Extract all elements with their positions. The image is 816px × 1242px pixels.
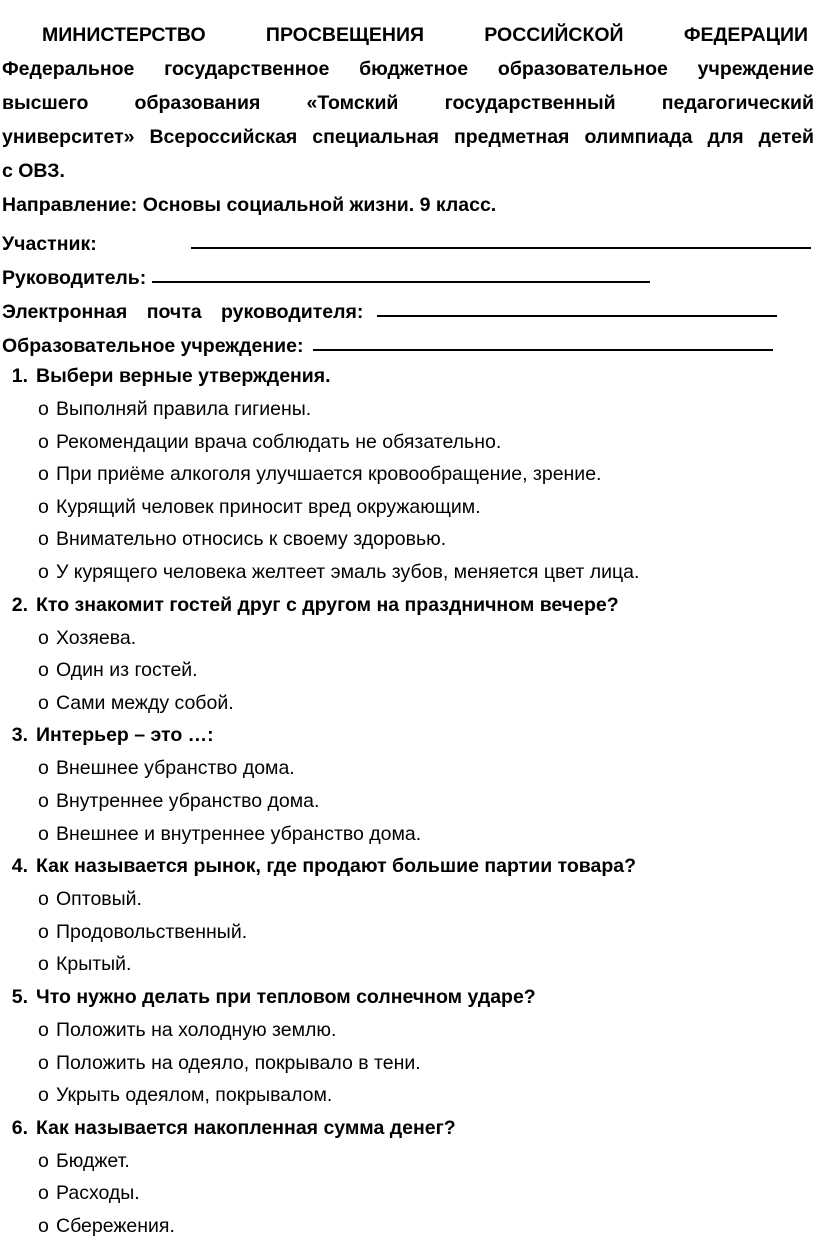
question-title (2, 981, 814, 1014)
answer-option[interactable] (2, 1047, 814, 1080)
questions-list (2, 360, 814, 1242)
answer-option[interactable] (2, 1177, 814, 1210)
ministry-heading (2, 18, 814, 52)
question-title (2, 360, 814, 393)
answer-option[interactable] (2, 1079, 814, 1112)
option-text: Оптовый. (56, 888, 142, 911)
institution-label: Образовательное учреждение: (2, 335, 304, 357)
option-marker: o (38, 1018, 49, 1041)
option-text: Один из гостей. (56, 659, 198, 682)
option-text: Внутреннее убранство дома. (56, 789, 320, 812)
answer-option[interactable] (2, 818, 814, 851)
email-label: Электронная почта руководителя: (2, 301, 364, 323)
institution-line: Федеральное государственное бюджетное образовательное учреждение (2, 58, 814, 80)
answer-option[interactable] (2, 1014, 814, 1047)
question-text: Интерьер – это …: (36, 724, 214, 747)
answer-option[interactable] (2, 948, 814, 981)
answer-option[interactable] (2, 687, 814, 720)
email-field (2, 290, 814, 324)
question-title (2, 1112, 814, 1145)
question (2, 850, 814, 981)
question (2, 589, 814, 720)
option-text: Крытый. (56, 953, 132, 976)
option-text: Положить на холодную землю. (56, 1018, 337, 1041)
question-number: 3. (11, 724, 28, 747)
supervisor-field (2, 256, 814, 290)
question (2, 1112, 814, 1242)
participant-label: Участник: (2, 233, 97, 255)
question-number: 6. (11, 1116, 28, 1139)
option-marker: o (38, 560, 49, 583)
question-number: 2. (11, 593, 28, 616)
answer-option[interactable] (2, 393, 814, 426)
option-marker: o (38, 659, 49, 682)
answer-option[interactable] (2, 426, 814, 459)
option-marker: o (38, 920, 49, 943)
ministry-word: МИНИСТЕРСТВО (42, 24, 206, 46)
option-marker: o (38, 757, 49, 780)
question-text: Как называется накопленная сумма денег? (36, 1116, 456, 1139)
option-marker: o (38, 789, 49, 812)
question (2, 981, 814, 1112)
email-blank[interactable] (377, 315, 777, 317)
institution-field (2, 324, 814, 358)
question-text: Как называется рынок, где продают большие партии товара? (36, 855, 637, 878)
option-marker: o (38, 463, 49, 486)
option-text: Бюджет. (56, 1149, 130, 1172)
question-title (2, 719, 814, 752)
option-text: Укрыть одеялом, покрывалом. (56, 1084, 333, 1107)
option-marker: o (38, 691, 49, 714)
option-marker: o (38, 1051, 49, 1074)
supervisor-blank[interactable] (152, 281, 650, 283)
option-text: У курящего человека желтеет эмаль зубов, меняется цвет лица. (56, 560, 640, 583)
option-text: Сбережения. (56, 1214, 175, 1237)
question-text: Выбери верные утверждения. (36, 365, 331, 387)
answer-option[interactable] (2, 916, 814, 949)
option-text: При приёме алкоголя улучшается кровообращение, зрение. (56, 463, 602, 486)
option-marker: o (38, 822, 49, 845)
option-text: Рекомендации врача соблюдать не обязательно. (56, 430, 502, 453)
question-text: Кто знакомит гостей друг с другом на праздничном вечере? (36, 593, 619, 616)
option-text: Расходы. (56, 1182, 140, 1205)
ministry-word: ПРОСВЕЩЕНИЯ (265, 24, 425, 46)
option-marker: o (38, 398, 49, 420)
question-title (2, 850, 814, 883)
option-text: Продовольственный. (56, 920, 248, 943)
option-marker: o (38, 528, 49, 551)
option-marker: o (38, 1182, 49, 1205)
institution-line: университет» Всероссийская специальная предметная олимпиада для детей (2, 126, 814, 148)
option-text: Выполняй правила гигиены. (56, 398, 312, 420)
answer-option[interactable] (2, 622, 814, 655)
question-title (2, 589, 814, 622)
option-text: Внешнее и внутреннее убранство дома. (56, 822, 422, 845)
supervisor-label: Руководитель: (2, 267, 147, 289)
option-text: Курящий человек приносит вред окружающим. (56, 495, 481, 518)
question (2, 719, 814, 850)
option-marker: o (38, 1214, 49, 1237)
answer-option[interactable] (2, 491, 814, 524)
question-text: Что нужно делать при тепловом солнечном ударе? (36, 985, 536, 1008)
institution-blank[interactable] (313, 349, 773, 351)
question (2, 360, 814, 589)
institution-line: высшего образования «Томский государственный педагогический (2, 92, 814, 114)
question-number: 1. (11, 365, 28, 387)
option-text: Внешнее убранство дома. (56, 757, 295, 780)
direction-line: Направление: Основы социальной жизни. 9 класс. (2, 194, 497, 216)
answer-option[interactable] (2, 654, 814, 687)
answer-option[interactable] (2, 458, 814, 491)
ministry-word: РОССИЙСКОЙ (484, 24, 624, 46)
option-marker: o (38, 626, 49, 649)
answer-option[interactable] (2, 785, 814, 818)
option-marker: o (38, 953, 49, 976)
option-marker: o (38, 1084, 49, 1107)
answer-option[interactable] (2, 883, 814, 916)
answer-option[interactable] (2, 556, 814, 589)
option-marker: o (38, 430, 49, 453)
answer-option[interactable] (2, 752, 814, 785)
option-marker: o (38, 495, 49, 518)
institution-line: с ОВЗ. (2, 160, 65, 182)
participant-field (2, 222, 814, 256)
option-marker: o (38, 888, 49, 911)
answer-option[interactable] (2, 1145, 814, 1178)
ministry-word: ФЕДЕРАЦИИ (683, 24, 809, 46)
option-text: Сами между собой. (56, 691, 234, 714)
participant-blank[interactable] (191, 247, 811, 249)
option-marker: o (38, 1149, 49, 1172)
question-number: 4. (11, 855, 28, 878)
answer-option[interactable] (2, 523, 814, 556)
option-text: Внимательно относись к своему здоровью. (56, 528, 447, 551)
question-number: 5. (11, 985, 28, 1008)
option-text: Хозяева. (56, 626, 137, 649)
option-text: Положить на одеяло, покрывало в тени. (56, 1051, 421, 1074)
